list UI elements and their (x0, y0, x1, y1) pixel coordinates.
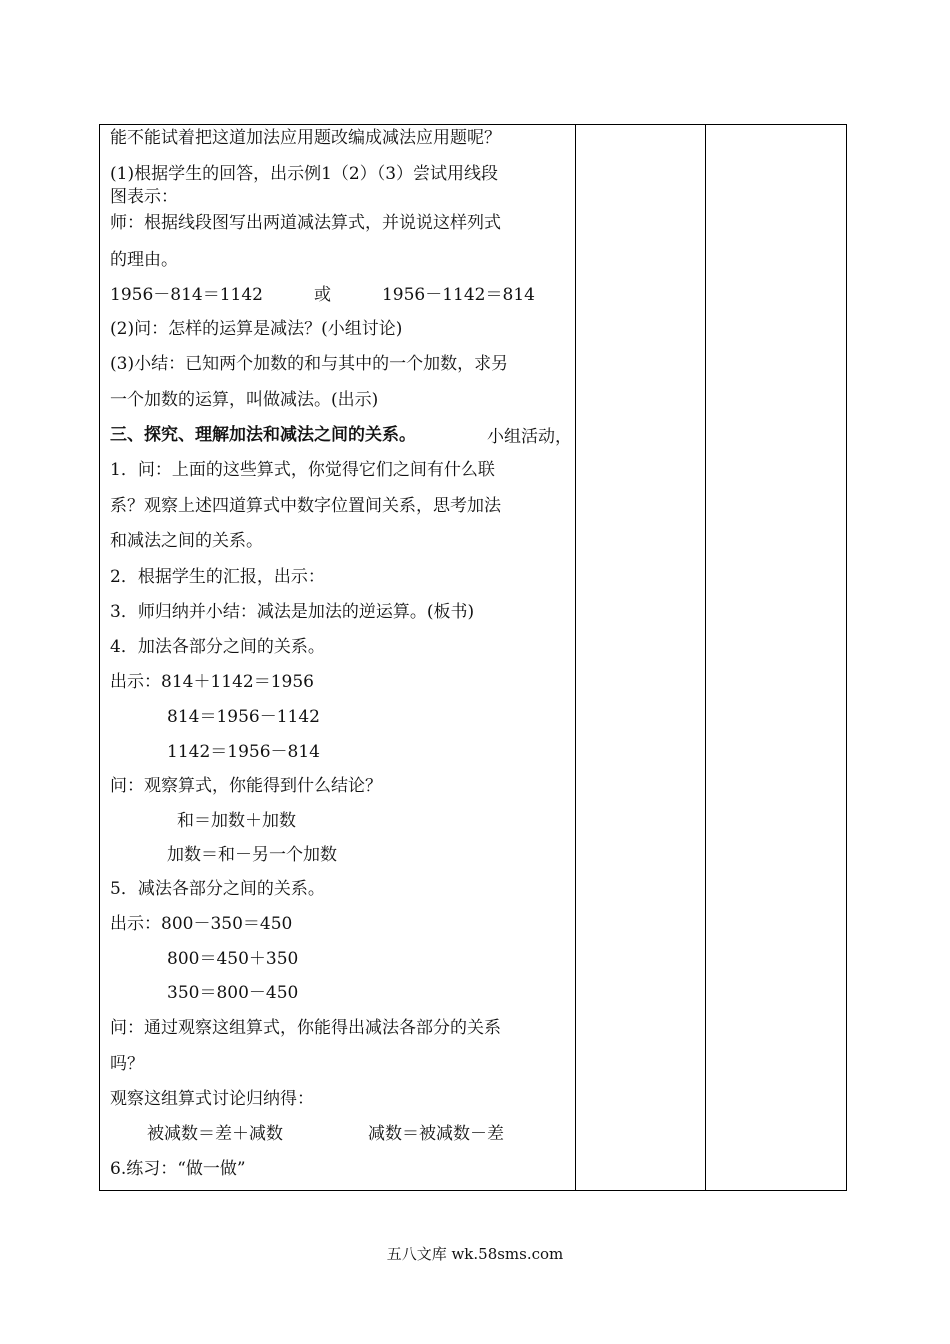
lesson-table (99, 124, 847, 1191)
equation-line: 800＝450＋350 (167, 949, 299, 969)
text-line: 图表示： (110, 187, 178, 207)
text-line: 6.练习：“做一做” (110, 1159, 246, 1179)
formula-line: 加数＝和－另一个加数 (167, 845, 337, 865)
text-line: 2．根据学生的汇报，出示： (110, 567, 325, 587)
text-line: 系？观察上述四道算式中数字位置间关系，思考加法 (110, 496, 501, 516)
text-line: 5．减法各部分之间的关系。 (110, 879, 325, 899)
text-line: 一个加数的运算，叫做减法。(出示) (110, 390, 379, 410)
page-footer: 五八文库 wk.58sms.com (386, 1245, 564, 1263)
equation-line: 350＝800－450 (167, 983, 299, 1003)
formula-line: 和＝加数＋加数 (177, 811, 296, 831)
column-divider (575, 125, 576, 1190)
text-line: 问：通过观察这组算式，你能得出减法各部分的关系 (110, 1018, 501, 1038)
equation-line: 1956－814＝1142 或 1956－1142＝814 (110, 285, 535, 305)
equation-line: 出示：800－350＝450 (110, 914, 293, 934)
text-line: 1．问：上面的这些算式，你觉得它们之间有什么联 (110, 460, 495, 480)
text-line: (3)小结：已知两个加数的和与其中的一个加数，求另 (110, 354, 509, 374)
text-line: 师：根据线段图写出两道减法算式，并说说这样列式 (110, 213, 501, 233)
text-line: 和减法之间的关系。 (110, 531, 263, 551)
equation-line: 814＝1956－1142 (167, 707, 320, 727)
text-line: 问：观察算式，你能得到什么结论？ (110, 776, 382, 796)
text-line: 3．师归纳并小结：减法是加法的逆运算。(板书) (110, 602, 475, 622)
text-line: 4．加法各部分之间的关系。 (110, 637, 325, 657)
text-line: 的理由。 (110, 250, 178, 270)
equation-line: 1142＝1956－814 (167, 742, 320, 762)
text-line: (1)根据学生的回答，出示例1（2）（3）尝试用线段 (110, 164, 499, 184)
equation-line: 出示：814＋1142＝1956 (110, 672, 314, 692)
column-divider (705, 125, 706, 1190)
text-line: 吗？ (110, 1054, 144, 1074)
text-line: 能不能试着把这道加法应用题改编成减法应用题呢？ (110, 128, 501, 148)
formula-line: 被减数＝差＋减数 减数＝被减数－差 (147, 1124, 504, 1144)
activity-note: 小组活动， (487, 427, 572, 447)
section-heading: 三、探究、理解加法和减法之间的关系。 (110, 425, 416, 445)
text-line: (2)问：怎样的运算是减法？(小组讨论) (110, 319, 403, 339)
text-line: 观察这组算式讨论归纳得： (110, 1089, 314, 1109)
